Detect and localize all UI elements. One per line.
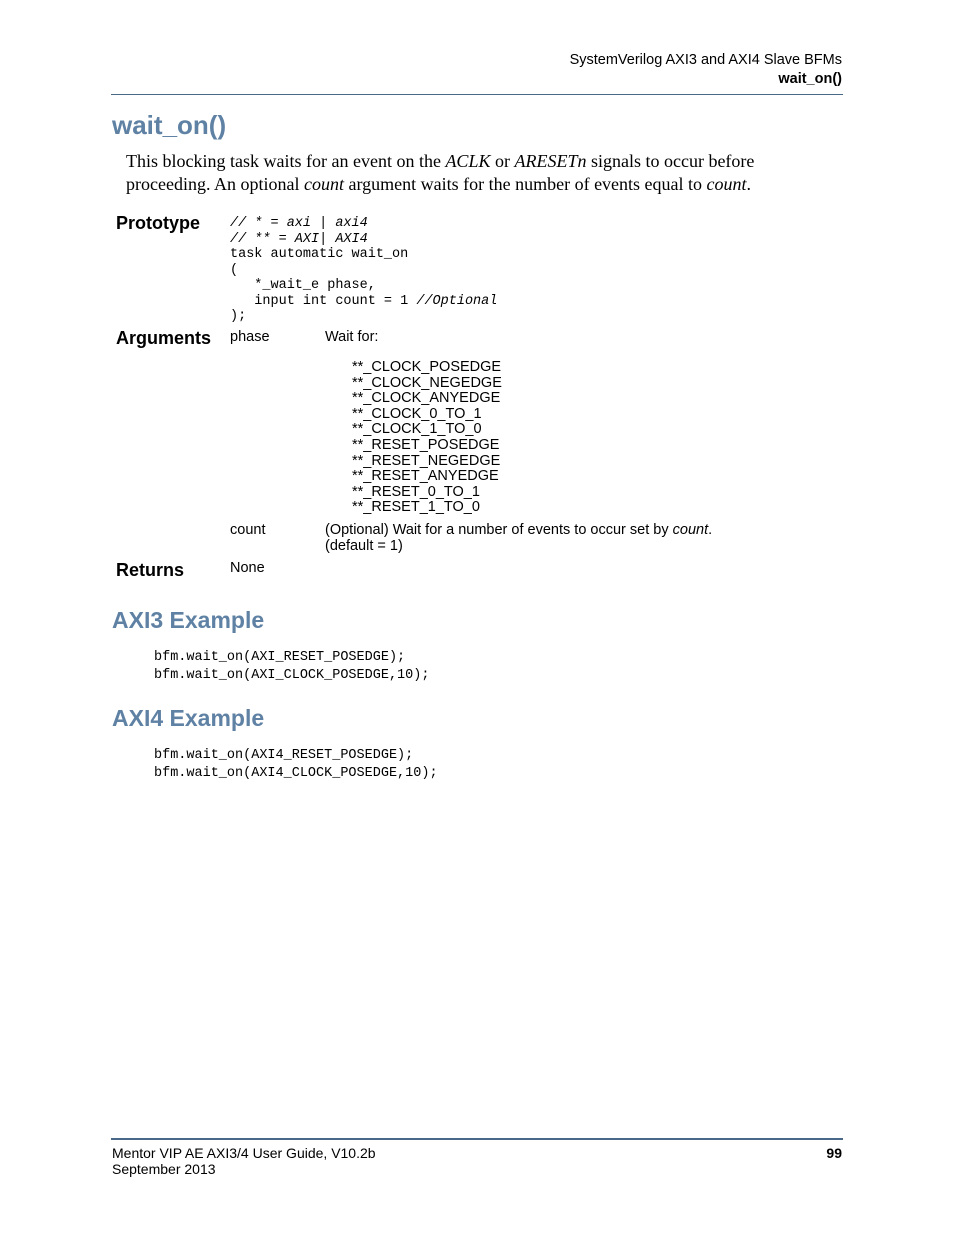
intro-paragraph <box>126 150 826 195</box>
footer-date: September 2013 <box>112 1161 216 1177</box>
code-line-phase: *_wait_e phase, <box>230 278 376 293</box>
phase-option: **_RESET_NEGEDGE <box>352 452 501 469</box>
argument-desc-count <box>325 522 712 554</box>
intro-text-4: argument waits for the number of events equal to <box>343 173 707 194</box>
axi4-code-line-1: bfm.wait_on(AXI4_RESET_POSEDGE); <box>154 748 414 763</box>
phase-option: **_RESET_1_TO_0 <box>352 499 480 516</box>
axi3-code-line-2: bfm.wait_on(AXI_CLOCK_POSEDGE,10); <box>154 667 430 683</box>
intro-text-1: This blocking task waits for an event on the <box>126 151 446 171</box>
count-desc-period: . <box>708 522 713 538</box>
intro-text-5: . <box>746 173 752 194</box>
phase-option: **_RESET_0_TO_1 <box>352 483 480 500</box>
page-title: wait_on() <box>112 110 227 140</box>
intro-aresetn: ARESETn <box>514 151 587 171</box>
phase-option: **_RESET_ANYEDGE <box>352 468 499 485</box>
prototype-code <box>230 216 497 325</box>
code-line-close: ); <box>230 309 247 324</box>
footer-rule <box>111 1138 843 1140</box>
footer-guide-title: Mentor VIP AE AXI3/4 User Guide, V10.2b <box>112 1145 376 1161</box>
argument-name-phase: phase <box>230 329 270 345</box>
count-desc-italic: count <box>672 522 709 538</box>
running-header-section: wait_on() <box>778 71 842 87</box>
arguments-label: Arguments <box>116 328 212 348</box>
argument-desc-phase: Wait for: <box>325 329 379 345</box>
code-comment-optional: //Optional <box>416 293 498 309</box>
running-header-title: SystemVerilog AXI3 and AXI4 Slave BFMs <box>569 52 842 68</box>
code-line-count: input int count = 1 <box>230 293 417 309</box>
axi3-code-line-1: bfm.wait_on(AXI_RESET_POSEDGE); <box>154 650 406 665</box>
code-comment-1: // * = axi | axi4 <box>230 216 368 231</box>
phase-options-list <box>352 360 502 516</box>
phase-option: **_CLOCK_0_TO_1 <box>352 405 482 422</box>
intro-text-2: or <box>490 151 515 171</box>
phase-option: **_CLOCK_ANYEDGE <box>352 390 501 407</box>
prototype-label: Prototype <box>116 213 201 233</box>
intro-text-3: signals to occur before proceeding. An optional <box>126 151 755 194</box>
phase-option: **_CLOCK_1_TO_0 <box>352 421 482 438</box>
axi4-example-heading: AXI4 Example <box>112 705 265 731</box>
count-desc-line-1 <box>325 522 712 538</box>
count-desc-default: (default = 1) <box>325 538 403 554</box>
axi3-example-heading: AXI3 Example <box>112 607 265 633</box>
axi4-code-line-2: bfm.wait_on(AXI4_CLOCK_POSEDGE,10); <box>154 765 438 781</box>
intro-count-2: count <box>706 173 747 194</box>
axi4-example-code <box>154 747 438 782</box>
code-line-open: ( <box>230 262 239 278</box>
count-desc-text: (Optional) Wait for a number of events to occur set by <box>325 522 673 538</box>
code-line-task: task automatic wait_on <box>230 247 409 262</box>
returns-value: None <box>230 560 265 576</box>
phase-option: **_CLOCK_POSEDGE <box>352 359 502 375</box>
code-comment-2: // ** = AXI| AXI4 <box>230 231 368 247</box>
intro-aclk: ACLK <box>445 151 491 171</box>
axi3-example-code <box>154 649 429 684</box>
intro-count-1: count <box>303 173 344 194</box>
argument-name-count: count <box>230 522 266 538</box>
phase-option: **_CLOCK_NEGEDGE <box>352 374 502 391</box>
returns-label: Returns <box>116 560 185 580</box>
header-rule <box>111 94 843 95</box>
phase-option: **_RESET_POSEDGE <box>352 436 500 453</box>
page-number: 99 <box>826 1145 842 1161</box>
